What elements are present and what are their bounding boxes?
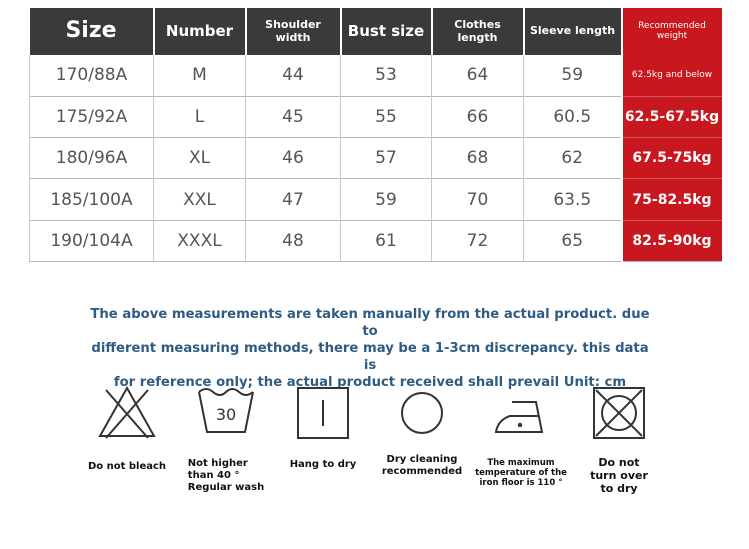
care-label <box>572 456 666 495</box>
measurement-note <box>90 306 650 391</box>
cell-number: L <box>154 96 246 137</box>
care-label: Do not bleach <box>87 461 167 472</box>
table-row <box>30 138 722 179</box>
care-label-line: than 40 ° <box>187 470 240 481</box>
cell-sleeve: 62 <box>524 138 622 179</box>
no-bleach-icon <box>96 382 158 444</box>
cell-shoulder: 45 <box>246 96 341 137</box>
care-label-line: Regular wash <box>187 482 265 493</box>
care-label <box>188 458 264 494</box>
cell-shoulder: 46 <box>246 138 341 179</box>
size-chart-table <box>29 8 722 262</box>
cell-clothes: 64 <box>432 55 524 96</box>
cell-clothes: 70 <box>432 179 524 220</box>
table-row <box>30 96 722 137</box>
cell-number: XXL <box>154 179 246 220</box>
header-sleeve-length: Sleeve length <box>524 8 622 55</box>
care-item-wash <box>179 382 273 494</box>
cell-weight: 62.5kg and below <box>622 55 722 96</box>
cell-number: XXXL <box>154 220 246 261</box>
cell-shoulder: 48 <box>246 220 341 261</box>
cell-bust: 59 <box>341 179 432 220</box>
care-item-hang-dry <box>276 382 370 471</box>
care-label-line: The maximum <box>487 458 555 468</box>
care-label-line: turn over <box>590 469 648 482</box>
care-item-no-tumble-dry <box>572 382 666 495</box>
cell-size: 170/88A <box>30 55 154 96</box>
care-label-line: temperature of the <box>475 468 567 478</box>
header-size: Size <box>30 8 154 55</box>
care-item-no-bleach <box>80 382 174 473</box>
header-number: Number <box>154 8 246 55</box>
care-label <box>375 454 469 478</box>
table-row <box>30 220 722 261</box>
header-clothes-length: Clothes length <box>432 8 524 55</box>
care-item-iron <box>474 382 568 488</box>
care-label-line: Do not <box>598 456 640 469</box>
table-header-row <box>30 8 722 55</box>
note-line: for reference only; the actual product received shall prevail Unit: cm <box>113 375 627 390</box>
care-label: Hang to dry <box>289 459 357 470</box>
cell-size: 190/104A <box>30 220 154 261</box>
note-line: different measuring methods, there may be a 1-3cm discrepancy. this data is <box>91 341 649 373</box>
care-label-line: Not higher <box>187 458 248 469</box>
cell-number: XL <box>154 138 246 179</box>
cell-clothes: 66 <box>432 96 524 137</box>
cell-clothes: 68 <box>432 138 524 179</box>
care-label-line: iron floor is 110 ° <box>479 478 563 488</box>
header-recommended-weight: Recommended weight <box>622 8 722 55</box>
cell-shoulder: 44 <box>246 55 341 96</box>
wash-temperature: 30 <box>215 405 237 424</box>
cell-clothes: 72 <box>432 220 524 261</box>
cell-size: 180/96A <box>30 138 154 179</box>
table-row <box>30 179 722 220</box>
care-label-line: Dry cleaning <box>386 454 458 465</box>
note-line: The above measurements are taken manually from the actual product. due to <box>90 307 650 339</box>
header-shoulder-width: Shoulder width <box>246 8 341 55</box>
care-item-dry-clean <box>375 382 469 478</box>
cell-weight: 67.5-75kg <box>622 138 722 179</box>
cell-weight: 75-82.5kg <box>622 179 722 220</box>
header-bust-size: Bust size <box>341 8 432 55</box>
cell-sleeve: 60.5 <box>524 96 622 137</box>
cell-shoulder: 47 <box>246 179 341 220</box>
cell-bust: 61 <box>341 220 432 261</box>
cell-sleeve: 63.5 <box>524 179 622 220</box>
hang-dry-icon <box>292 382 354 444</box>
cell-bust: 55 <box>341 96 432 137</box>
cell-size: 185/100A <box>30 179 154 220</box>
care-label-line: to dry <box>600 482 638 495</box>
wash-30-icon <box>195 382 257 444</box>
no-tumble-dry-icon <box>588 382 650 444</box>
cell-bust: 53 <box>341 55 432 96</box>
care-label <box>474 458 568 488</box>
cell-bust: 57 <box>341 138 432 179</box>
dry-clean-icon <box>391 382 453 444</box>
table-row <box>30 55 722 96</box>
care-label-line: recommended <box>381 466 463 477</box>
cell-weight: 62.5-67.5kg <box>622 96 722 137</box>
cell-weight: 82.5-90kg <box>622 220 722 261</box>
cell-number: M <box>154 55 246 96</box>
cell-sleeve: 59 <box>524 55 622 96</box>
cell-sleeve: 65 <box>524 220 622 261</box>
iron-110-icon <box>490 382 552 444</box>
cell-size: 175/92A <box>30 96 154 137</box>
